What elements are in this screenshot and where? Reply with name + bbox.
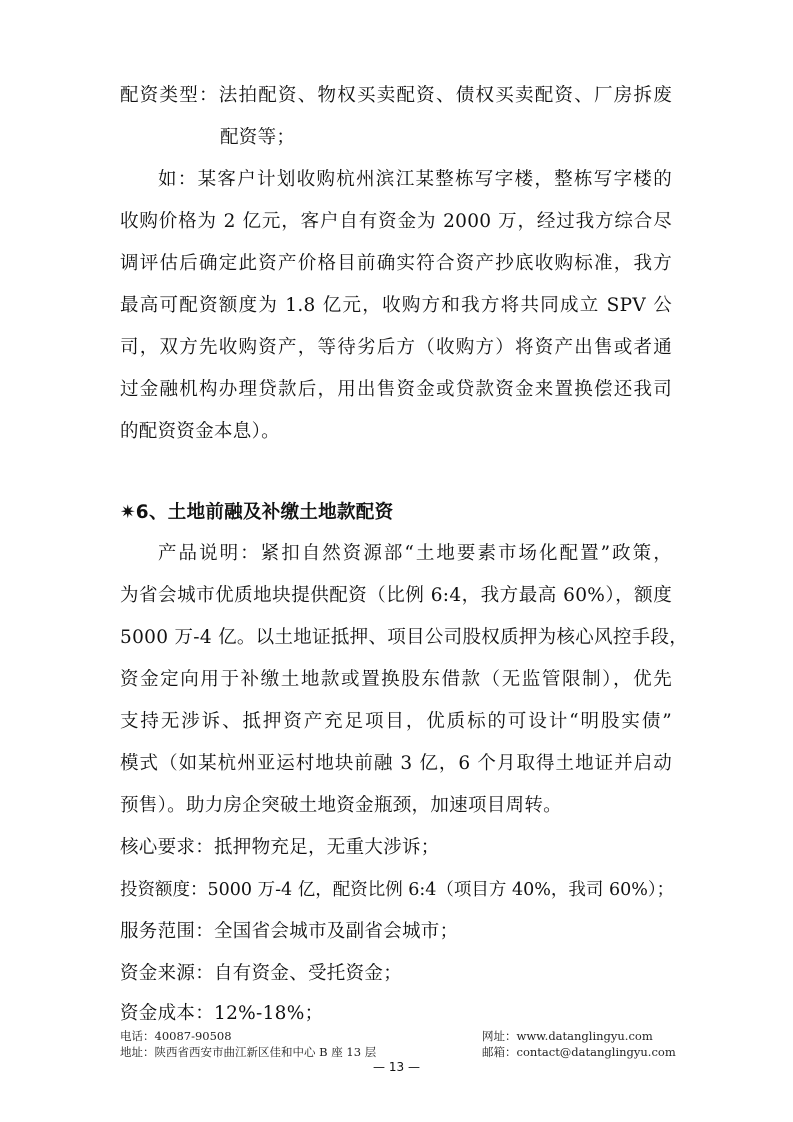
text-line: 如：某客户计划收购杭州滨江某整栋写字楼，整栋写字楼的 — [158, 169, 672, 190]
footer-email: 邮箱：contact@datanglingyu.com — [482, 1045, 676, 1059]
text-line: 5000 万-4 亿。以土地证抵押、项目公司股权质押为核心风控手段， — [120, 627, 689, 648]
text-line: 最高可配资额度为 1.8 亿元，收购方和我方将共同成立 SPV 公 — [120, 295, 672, 316]
text-line: 调评估后确定此资产价格目前确实符合资产抄底收购标准，我方 — [120, 253, 672, 274]
text-line: 核心要求：抵押物充足，无重大涉诉； — [120, 837, 440, 858]
text-line: 预售）。助力房企突破土地资金瓶颈，加速项目周转。 — [120, 795, 562, 816]
section-heading: ✷6、土地前融及补缴土地款配资 — [120, 502, 394, 523]
page-number: — 13 — — [373, 1060, 420, 1074]
text-line: 资金定向用于补缴土地款或置换股东借款（无监管限制），优先 — [120, 669, 672, 690]
text-line: 产品说明：紧扣自然资源部“土地要素市场化配置”政策， — [158, 543, 672, 564]
text-line: 支持无涉诉、抵押资产充足项目，优质标的可设计“明股实债” — [120, 711, 672, 732]
text-line: 资金成本：12%-18%； — [120, 1003, 324, 1024]
text-line: 配资等； — [220, 127, 296, 148]
text-line: 的配资资金本息）。 — [120, 421, 280, 442]
text-line: 投资额度：5000 万-4 亿，配资比例 6:4（项目方 40%，我司 60%）； — [120, 880, 675, 900]
text-line: 收购价格为 2 亿元，客户自有资金为 2000 万，经过我方综合尽 — [120, 211, 672, 232]
text-line: 过金融机构办理贷款后，用出售资金或贷款资金来置换偿还我司 — [120, 379, 672, 400]
text-line: 为省会城市优质地块提供配资（比例 6:4，我方最高 60%），额度 — [120, 585, 672, 606]
text-line: 资金来源：自有资金、受托资金； — [120, 963, 403, 984]
text-line: 服务范围：全国省会城市及副省会城市； — [120, 921, 459, 942]
text-line: 模式（如某杭州亚运村地块前融 3 亿，6 个月取得土地证并启动 — [120, 753, 672, 774]
footer-phone: 电话：40087-90508 — [120, 1029, 232, 1043]
footer-website: 网址：www.datanglingyu.com — [482, 1029, 653, 1043]
footer-address: 地址：陕西省西安市曲江新区佳和中心 B 座 13 层 — [120, 1045, 377, 1059]
text-line: 配资类型：法拍配资、物权买卖配资、债权买卖配资、厂房拆废 — [120, 85, 672, 106]
text-line: 司，双方先收购资产，等待劣后方（收购方）将资产出售或者通 — [120, 337, 672, 358]
